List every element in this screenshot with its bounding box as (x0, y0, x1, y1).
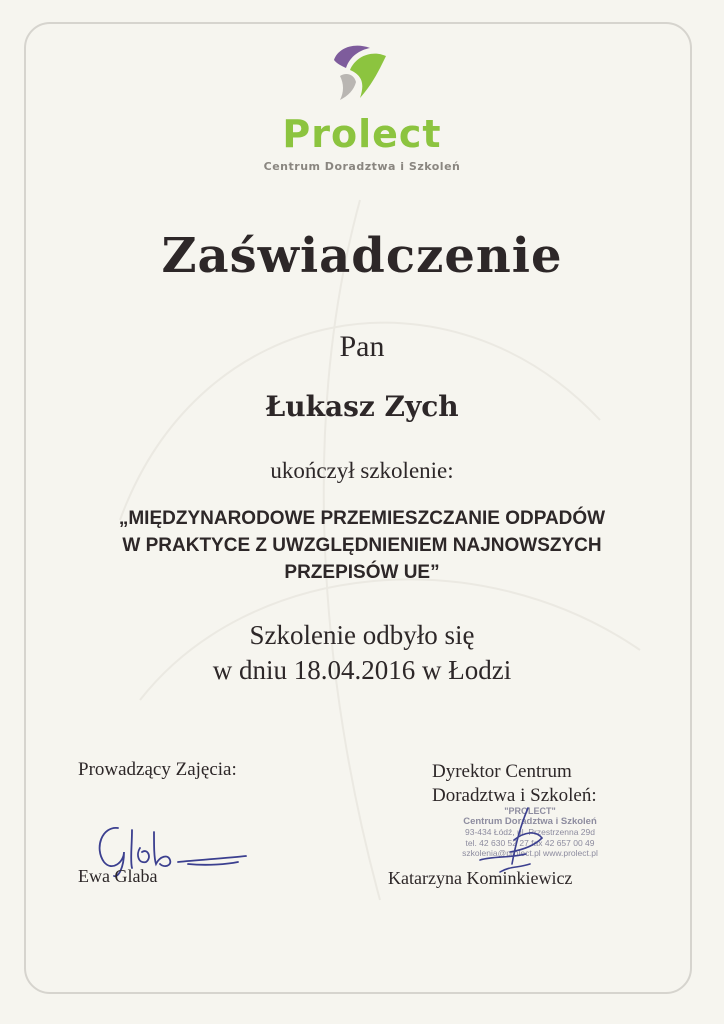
instructor-name: Ewa Glaba (78, 866, 158, 886)
prolect-logo-icon (330, 42, 388, 102)
course-title (0, 505, 724, 586)
recipient-name: Łukasz Zych (265, 390, 459, 423)
director-label-line: Dyrektor Centrum (432, 761, 572, 782)
certificate-title: Zaświadczenie (161, 228, 563, 284)
stamp-line: 93-434 Łódź, ul. Przestrzenna 29d (465, 827, 595, 837)
salutation: Pan (339, 330, 385, 363)
stamp-line: szkolenia@prolect.pl www.prolect.pl (462, 848, 598, 858)
stamp-line: "PROLECT" (504, 806, 556, 816)
director-name: Katarzyna Kominkiewicz (388, 868, 573, 888)
training-info (0, 618, 724, 688)
training-info-line: Szkolenie odbyło się (249, 620, 475, 650)
director-label-line: Doradztwa i Szkoleń: (432, 785, 597, 806)
training-date-line: w dniu 18.04.2016 w Łodzi (212, 655, 512, 685)
course-title-line: „MIĘDZYNARODOWE PRZEMIESZCZANIE ODPADÓW (118, 508, 606, 529)
logo-wordmark: Prolect (282, 112, 442, 156)
course-title-line: W PRAKTYCE Z UWZGLĘDNIENIEM NAJNOWSZYCH (122, 535, 602, 556)
stamp-line: Centrum Doradztwa i Szkoleń (463, 815, 597, 827)
instructor-label: Prowadzący Zajęcia: (78, 759, 237, 780)
course-title-line: PRZEPISÓW UE” (284, 562, 440, 583)
company-stamp (440, 806, 620, 859)
logo-subtitle: Centrum Doradztwa i Szkoleń (263, 160, 461, 173)
stamp-line: tel. 42 630 52 27 fax 42 657 00 49 (465, 837, 595, 848)
completed-text: ukończył szkolenie: (270, 458, 454, 483)
